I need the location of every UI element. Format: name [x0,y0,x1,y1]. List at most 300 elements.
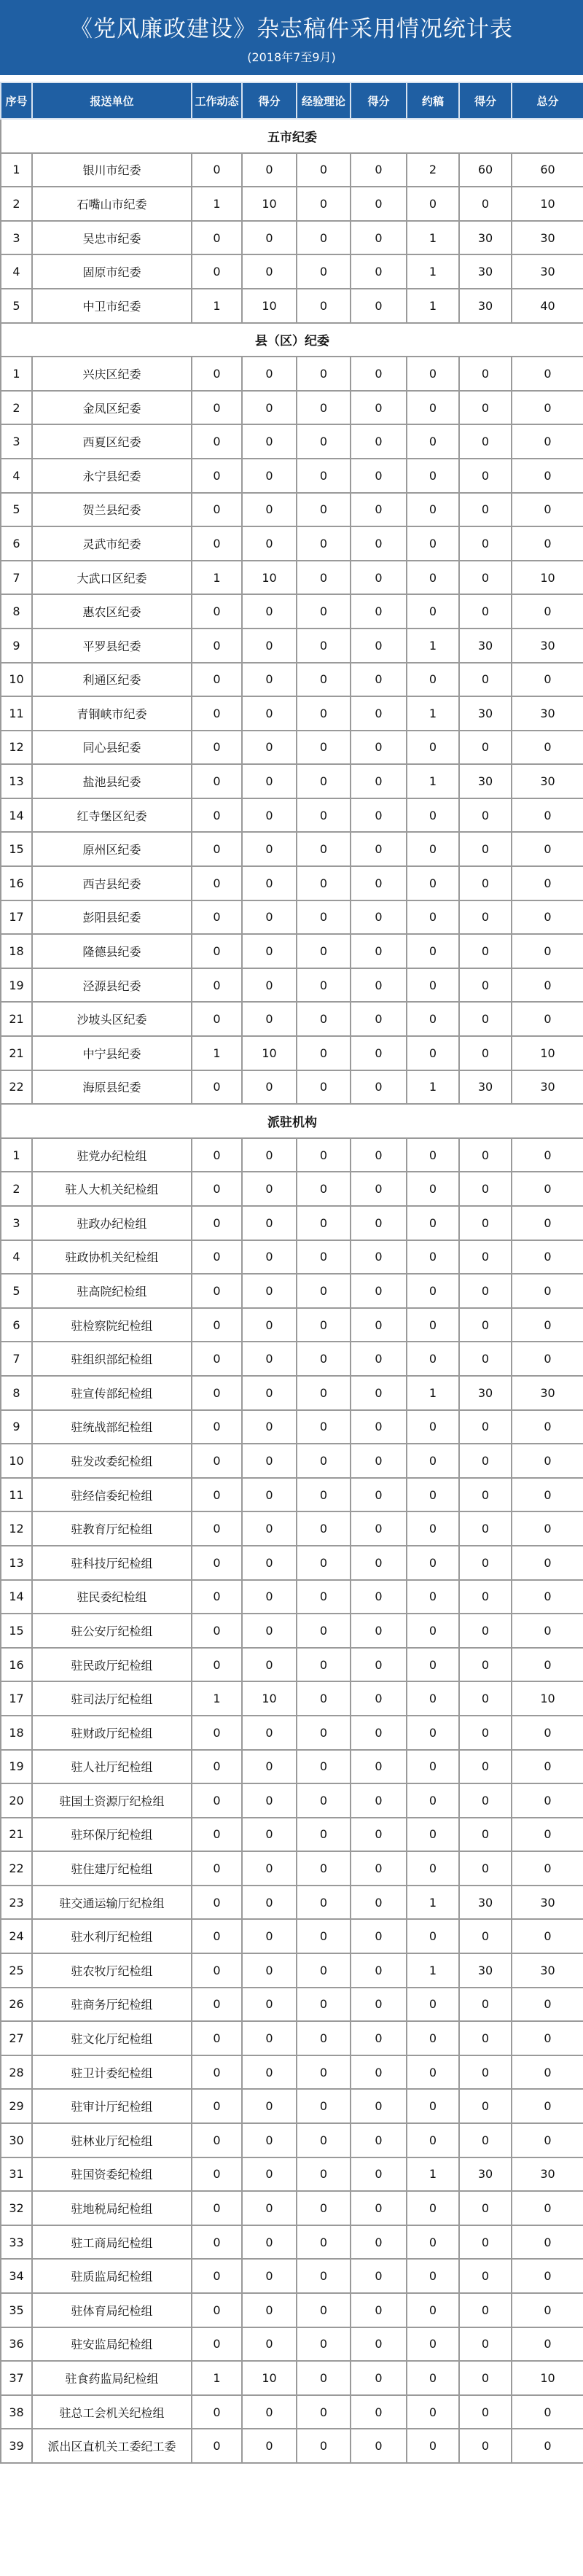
work-news-score-cell: 0 [242,866,297,900]
row-index-cell: 12 [1,731,32,765]
total-score-cell: 30 [512,1376,583,1410]
unit-name-cell: 驻质监局纪检组 [32,2259,192,2293]
unit-name-cell: 驻民政厅纪检组 [32,1648,192,1682]
experience-score-cell: 0 [351,1919,407,1953]
unit-name-cell: 中卫市纪委 [32,289,192,323]
row-index-cell: 23 [1,1886,32,1920]
total-score-cell: 0 [512,832,583,866]
table-row [1,1138,583,1172]
commissioned-count-cell: 0 [407,1172,459,1206]
commissioned-count-cell: 0 [407,798,459,833]
experience-score-cell: 0 [351,2055,407,2090]
total-score-cell: 0 [512,798,583,833]
unit-name-cell: 西吉县纪委 [32,866,192,900]
section-title: 县（区）纪委 [1,323,583,357]
commissioned-score-cell: 30 [459,1376,512,1410]
total-score-cell: 0 [512,1342,583,1376]
commissioned-count-cell: 0 [407,2395,459,2429]
commissioned-score-cell: 0 [459,1716,512,1750]
commissioned-score-cell: 0 [459,1546,512,1580]
unit-name-cell: 沙坡头区纪委 [32,1002,192,1036]
work-news-score-cell: 0 [242,1648,297,1682]
commissioned-count-cell: 0 [407,391,459,425]
commissioned-score-cell: 30 [459,254,512,289]
col-header-total: 总分 [512,82,583,119]
total-score-cell: 0 [512,2429,583,2463]
work-news-score-cell: 0 [242,1138,297,1172]
row-index-cell: 22 [1,1070,32,1105]
experience-score-cell: 0 [351,1002,407,1036]
total-score-cell: 0 [512,1716,583,1750]
row-index-cell: 37 [1,2361,32,2395]
work-news-score-cell: 0 [242,900,297,935]
commissioned-count-cell: 1 [407,1376,459,1410]
commissioned-score-cell: 0 [459,1138,512,1172]
table-row [1,459,583,493]
total-score-cell: 0 [512,1308,583,1342]
work-news-score-cell: 0 [242,1206,297,1240]
work-news-count-cell: 0 [192,934,242,968]
page-title: 《党风廉政建设》杂志稿件采用情况统计表 [70,16,513,42]
commissioned-count-cell: 0 [407,357,459,391]
table-row [1,357,583,391]
experience-count-cell: 0 [297,493,351,527]
work-news-count-cell: 0 [192,696,242,731]
unit-name-cell: 驻审计厅纪检组 [32,2089,192,2123]
experience-count-cell: 0 [297,153,351,187]
experience-count-cell: 0 [297,594,351,629]
work-news-count-cell: 0 [192,2021,242,2055]
experience-count-cell: 0 [297,2429,351,2463]
row-index-cell: 30 [1,2123,32,2157]
total-score-cell: 0 [512,1919,583,1953]
work-news-score-cell: 0 [242,1851,297,1886]
experience-score-cell: 0 [351,2157,407,2192]
commissioned-score-cell: 0 [459,391,512,425]
total-score-cell: 0 [512,2225,583,2260]
experience-count-cell: 0 [297,1886,351,1920]
table-row [1,493,583,527]
row-index-cell: 16 [1,866,32,900]
table-row [1,1342,583,1376]
total-score-cell: 0 [512,391,583,425]
work-news-score-cell: 0 [242,1818,297,1852]
table-row [1,2395,583,2429]
experience-score-cell: 0 [351,934,407,968]
commissioned-score-cell: 0 [459,1206,512,1240]
unit-name-cell: 银川市纪委 [32,153,192,187]
total-score-cell: 0 [512,2055,583,2090]
row-index-cell: 34 [1,2259,32,2293]
work-news-score-cell: 0 [242,1716,297,1750]
experience-score-cell: 0 [351,2021,407,2055]
col-header-score-2: 得分 [351,82,407,119]
row-index-cell: 3 [1,1206,32,1240]
unit-name-cell: 驻环保厅纪检组 [32,1818,192,1852]
experience-count-cell: 0 [297,1818,351,1852]
table-row [1,731,583,765]
experience-count-cell: 0 [297,1716,351,1750]
commissioned-score-cell: 0 [459,2361,512,2395]
experience-score-cell: 0 [351,254,407,289]
work-news-score-cell: 0 [242,2259,297,2293]
unit-name-cell: 驻国土资源厅纪检组 [32,1783,192,1818]
experience-count-cell: 0 [297,2361,351,2395]
unit-name-cell: 海原县纪委 [32,1070,192,1105]
unit-name-cell: 派出区直机关工委纪工委 [32,2429,192,2463]
row-index-cell: 21 [1,1002,32,1036]
experience-score-cell: 0 [351,764,407,798]
experience-score-cell: 0 [351,2293,407,2327]
commissioned-score-cell: 0 [459,1240,512,1275]
commissioned-count-cell: 0 [407,2021,459,2055]
work-news-count-cell: 0 [192,1002,242,1036]
total-score-cell: 0 [512,663,583,697]
work-news-score-cell: 10 [242,561,297,595]
commissioned-count-cell: 1 [407,289,459,323]
unit-name-cell: 驻交通运输厅纪检组 [32,1886,192,1920]
table-row [1,1240,583,1275]
commissioned-count-cell: 0 [407,1206,459,1240]
experience-count-cell: 0 [297,1580,351,1614]
experience-count-cell: 0 [297,1036,351,1070]
work-news-score-cell: 0 [242,1919,297,1953]
total-score-cell: 0 [512,1172,583,1206]
work-news-count-cell: 0 [192,2429,242,2463]
commissioned-count-cell: 0 [407,1240,459,1275]
commissioned-count-cell: 0 [407,1138,459,1172]
work-news-score-cell: 0 [242,254,297,289]
commissioned-score-cell: 0 [459,1002,512,1036]
work-news-score-cell: 0 [242,391,297,425]
table-row [1,2157,583,2192]
commissioned-score-cell: 0 [459,1648,512,1682]
experience-score-cell: 0 [351,1444,407,1478]
experience-count-cell: 0 [297,1648,351,1682]
unit-name-cell: 驻卫计委纪检组 [32,2055,192,2090]
row-index-cell: 1 [1,1138,32,1172]
work-news-count-cell: 1 [192,561,242,595]
commissioned-count-cell: 0 [407,1851,459,1886]
work-news-score-cell: 0 [242,424,297,459]
row-index-cell: 11 [1,1478,32,1512]
total-score-cell: 0 [512,1648,583,1682]
unit-name-cell: 彭阳县纪委 [32,900,192,935]
row-index-cell: 25 [1,1953,32,1988]
row-index-cell: 9 [1,629,32,663]
work-news-count-cell: 0 [192,1376,242,1410]
total-score-cell: 30 [512,629,583,663]
experience-count-cell: 0 [297,1410,351,1444]
experience-score-cell: 0 [351,2429,407,2463]
commissioned-count-cell: 0 [407,663,459,697]
total-score-cell: 0 [512,731,583,765]
row-index-cell: 5 [1,1274,32,1308]
table-row [1,1478,583,1512]
row-index-cell: 12 [1,1511,32,1546]
unit-name-cell: 青铜峡市纪委 [32,696,192,731]
work-news-score-cell: 0 [242,1172,297,1206]
commissioned-score-cell: 0 [459,1036,512,1070]
row-index-cell: 10 [1,1444,32,1478]
work-news-count-cell: 0 [192,1274,242,1308]
experience-score-cell: 0 [351,696,407,731]
commissioned-count-cell: 1 [407,221,459,255]
work-news-score-cell: 0 [242,1070,297,1105]
unit-name-cell: 驻人社厅纪检组 [32,1750,192,1784]
work-news-score-cell: 0 [242,2293,297,2327]
total-score-cell: 0 [512,1410,583,1444]
row-index-cell: 8 [1,594,32,629]
row-index-cell: 5 [1,493,32,527]
table-row [1,187,583,221]
unit-name-cell: 隆德县纪委 [32,934,192,968]
experience-score-cell: 0 [351,493,407,527]
work-news-score-cell: 0 [242,1376,297,1410]
commissioned-count-cell: 1 [407,1886,459,1920]
commissioned-count-cell: 0 [407,1580,459,1614]
experience-score-cell: 0 [351,1308,407,1342]
table-row [1,561,583,595]
unit-name-cell: 吴忠市纪委 [32,221,192,255]
unit-name-cell: 原州区纪委 [32,832,192,866]
commissioned-count-cell: 0 [407,1648,459,1682]
table-row [1,934,583,968]
commissioned-score-cell: 0 [459,2429,512,2463]
experience-count-cell: 0 [297,1138,351,1172]
row-index-cell: 4 [1,254,32,289]
commissioned-count-cell: 0 [407,968,459,1003]
total-score-cell: 0 [512,1546,583,1580]
work-news-count-cell: 0 [192,1886,242,1920]
experience-score-cell: 0 [351,2361,407,2395]
table-row [1,1681,583,1716]
commissioned-score-cell: 30 [459,764,512,798]
table-row [1,1783,583,1818]
table-row [1,221,583,255]
unit-name-cell: 驻经信委纪检组 [32,1478,192,1512]
table-row [1,254,583,289]
experience-count-cell: 0 [297,2089,351,2123]
total-score-cell: 30 [512,1953,583,1988]
work-news-score-cell: 0 [242,968,297,1003]
commissioned-count-cell: 0 [407,1988,459,2022]
total-score-cell: 0 [512,424,583,459]
section-title: 五市纪委 [1,119,583,153]
row-index-cell: 27 [1,2021,32,2055]
work-news-score-cell: 0 [242,2055,297,2090]
experience-count-cell: 0 [297,187,351,221]
experience-score-cell: 0 [351,289,407,323]
unit-name-cell: 驻财政厅纪检组 [32,1716,192,1750]
work-news-score-cell: 0 [242,2089,297,2123]
work-news-score-cell: 0 [242,832,297,866]
row-index-cell: 31 [1,2157,32,2192]
experience-score-cell: 0 [351,459,407,493]
row-index-cell: 19 [1,968,32,1003]
commissioned-count-cell: 0 [407,1511,459,1546]
experience-count-cell: 0 [297,731,351,765]
total-score-cell: 40 [512,289,583,323]
unit-name-cell: 驻林业厅纪检组 [32,2123,192,2157]
unit-name-cell: 驻商务厅纪检组 [32,1988,192,2022]
col-header-experience: 经验理论 [297,82,351,119]
work-news-count-cell: 0 [192,1750,242,1784]
work-news-count-cell: 0 [192,1580,242,1614]
work-news-count-cell: 0 [192,1478,242,1512]
total-score-cell: 0 [512,2293,583,2327]
commissioned-score-cell: 0 [459,1410,512,1444]
unit-name-cell: 驻民委纪检组 [32,1580,192,1614]
work-news-score-cell: 0 [242,1546,297,1580]
work-news-count-cell: 1 [192,289,242,323]
row-index-cell: 19 [1,1750,32,1784]
commissioned-count-cell: 0 [407,731,459,765]
experience-score-cell: 0 [351,561,407,595]
work-news-score-cell: 0 [242,1783,297,1818]
unit-name-cell: 利通区纪委 [32,663,192,697]
experience-score-cell: 0 [351,1851,407,1886]
row-index-cell: 14 [1,798,32,833]
experience-score-cell: 0 [351,1886,407,1920]
unit-name-cell: 大武口区纪委 [32,561,192,595]
experience-count-cell: 0 [297,798,351,833]
commissioned-count-cell: 0 [407,1614,459,1648]
commissioned-score-cell: 0 [459,2293,512,2327]
table-row [1,696,583,731]
row-index-cell: 38 [1,2395,32,2429]
commissioned-count-cell: 1 [407,2157,459,2192]
table-row [1,1851,583,1886]
experience-score-cell: 0 [351,1410,407,1444]
work-news-count-cell: 0 [192,2225,242,2260]
work-news-count-cell: 0 [192,1410,242,1444]
commissioned-score-cell: 0 [459,2191,512,2225]
experience-score-cell: 0 [351,2395,407,2429]
commissioned-count-cell: 0 [407,1919,459,1953]
experience-count-cell: 0 [297,1308,351,1342]
commissioned-score-cell: 0 [459,731,512,765]
work-news-count-cell: 0 [192,1614,242,1648]
commissioned-count-cell: 0 [407,2191,459,2225]
total-score-cell: 0 [512,1783,583,1818]
unit-name-cell: 驻政办纪检组 [32,1206,192,1240]
section-header-row [1,1104,583,1138]
commissioned-score-cell: 0 [459,1851,512,1886]
commissioned-count-cell: 0 [407,2293,459,2327]
experience-count-cell: 0 [297,934,351,968]
experience-count-cell: 0 [297,1851,351,1886]
commissioned-count-cell: 0 [407,832,459,866]
total-score-cell: 0 [512,1511,583,1546]
work-news-count-cell: 1 [192,2361,242,2395]
unit-name-cell: 同心县纪委 [32,731,192,765]
commissioned-score-cell: 0 [459,1783,512,1818]
work-news-score-cell: 0 [242,1410,297,1444]
commissioned-count-cell: 0 [407,2055,459,2090]
experience-score-cell: 0 [351,221,407,255]
experience-count-cell: 0 [297,561,351,595]
commissioned-count-cell: 0 [407,934,459,968]
work-news-score-cell: 0 [242,459,297,493]
experience-score-cell: 0 [351,187,407,221]
table-row [1,289,583,323]
commissioned-score-cell: 60 [459,153,512,187]
col-header-index: 序号 [1,82,32,119]
commissioned-count-cell: 0 [407,1546,459,1580]
experience-count-cell: 0 [297,2225,351,2260]
experience-score-cell: 0 [351,1070,407,1105]
experience-count-cell: 0 [297,2259,351,2293]
unit-name-cell: 驻党办纪检组 [32,1138,192,1172]
total-score-cell: 0 [512,357,583,391]
table-row [1,1172,583,1206]
experience-score-cell: 0 [351,900,407,935]
work-news-score-cell: 0 [242,1511,297,1546]
experience-score-cell: 0 [351,1750,407,1784]
row-index-cell: 10 [1,663,32,697]
experience-count-cell: 0 [297,1546,351,1580]
table-row [1,1750,583,1784]
experience-count-cell: 0 [297,2191,351,2225]
row-index-cell: 17 [1,1681,32,1716]
commissioned-score-cell: 0 [459,2123,512,2157]
table-row [1,900,583,935]
total-score-cell: 0 [512,2191,583,2225]
work-news-score-cell: 0 [242,1274,297,1308]
experience-count-cell: 0 [297,1274,351,1308]
experience-count-cell: 0 [297,1206,351,1240]
table-row [1,2429,583,2463]
experience-count-cell: 0 [297,526,351,561]
table-row [1,1648,583,1682]
col-header-commissioned: 约稿 [407,82,459,119]
commissioned-score-cell: 0 [459,934,512,968]
commissioned-score-cell: 30 [459,289,512,323]
commissioned-score-cell: 0 [459,2089,512,2123]
commissioned-score-cell: 0 [459,866,512,900]
commissioned-count-cell: 1 [407,629,459,663]
commissioned-count-cell: 0 [407,2225,459,2260]
work-news-count-cell: 0 [192,1648,242,1682]
commissioned-score-cell: 0 [459,357,512,391]
table-row [1,1818,583,1852]
experience-count-cell: 0 [297,1478,351,1512]
work-news-score-cell: 0 [242,2191,297,2225]
work-news-score-cell: 0 [242,526,297,561]
work-news-score-cell: 0 [242,1953,297,1988]
commissioned-score-cell: 0 [459,1444,512,1478]
work-news-count-cell: 0 [192,2293,242,2327]
commissioned-count-cell: 0 [407,2123,459,2157]
total-score-cell: 10 [512,2361,583,2395]
commissioned-count-cell: 1 [407,1953,459,1988]
commissioned-score-cell: 0 [459,1988,512,2022]
unit-name-cell: 驻食药监局纪检组 [32,2361,192,2395]
work-news-score-cell: 0 [242,1614,297,1648]
table-row [1,832,583,866]
experience-count-cell: 0 [297,1070,351,1105]
row-index-cell: 3 [1,221,32,255]
work-news-count-cell: 0 [192,900,242,935]
experience-count-cell: 0 [297,2123,351,2157]
title-banner [0,0,583,75]
row-index-cell: 22 [1,1851,32,1886]
experience-count-cell: 0 [297,357,351,391]
row-index-cell: 6 [1,1308,32,1342]
commissioned-score-cell: 30 [459,221,512,255]
commissioned-score-cell: 0 [459,1274,512,1308]
